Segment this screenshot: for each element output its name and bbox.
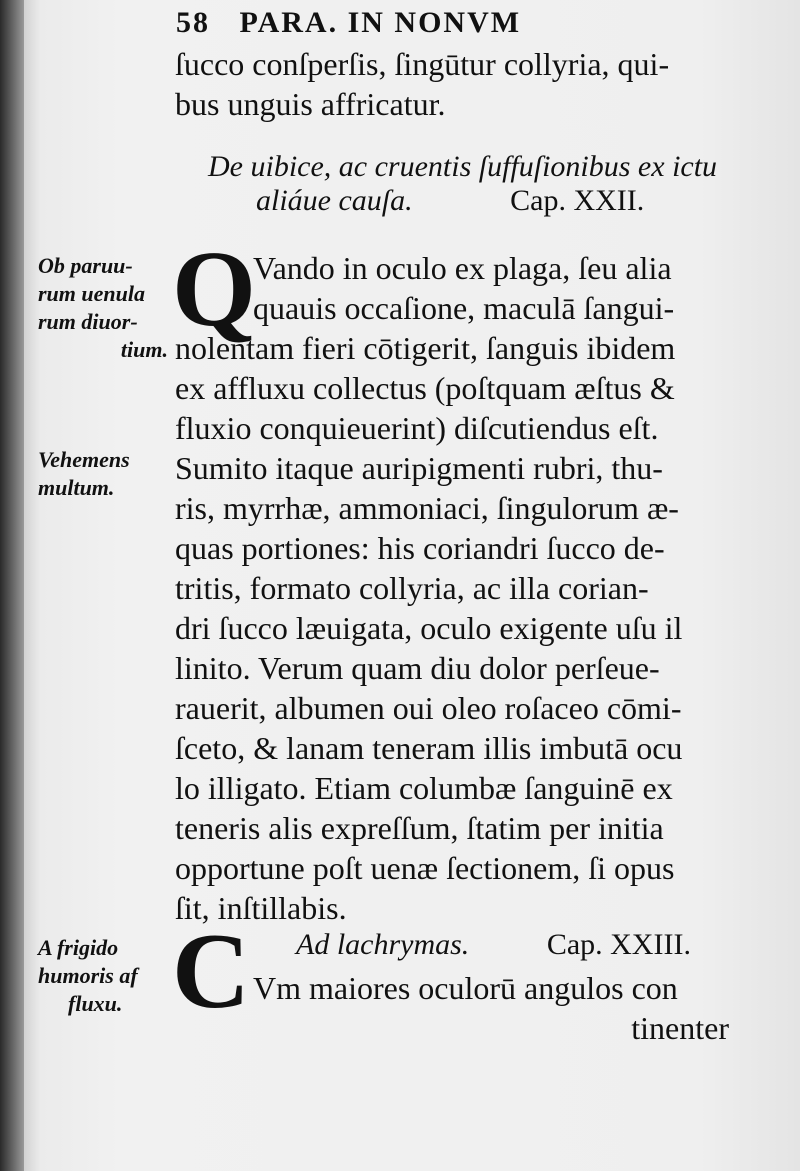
margin-note-3: [38, 934, 168, 1018]
margin-note-line: Vehemens: [38, 447, 130, 472]
text-line: ſit, inſtillabis.: [175, 890, 347, 926]
text-line: quauis occaſione, maculā ſangui-: [253, 290, 675, 326]
text-line: nolentam fieri cōtigerit, ſanguis ibidem: [175, 330, 676, 366]
text-line: fluxio conquieuerint) diſcutiendus eſt.: [175, 410, 659, 446]
margin-note-2: [38, 446, 168, 502]
chapter-22-heading: [208, 150, 768, 218]
chapter-23-body: [175, 968, 765, 1048]
text-line: quas portiones: his coriandri ſucco de-: [175, 530, 665, 566]
margin-note-line: rum diuor-: [38, 309, 138, 334]
drop-cap-q: Q: [172, 230, 257, 349]
text-line: lo illigato. Etiam columbæ ſanguinē ex: [175, 770, 673, 806]
text-line: rauerit, albumen oui oleo roſaceo cōmi-: [175, 690, 682, 726]
text-line: bus unguis affricatur.: [175, 86, 446, 122]
margin-note-line: tium.: [120, 337, 168, 362]
margin-note-line: multum.: [38, 475, 115, 500]
margin-note-line: rum uenula: [38, 281, 145, 306]
text-line: Vm maiores oculorū angulos con: [253, 970, 678, 1006]
margin-note-line: Ob paruu-: [38, 253, 133, 278]
chapter-22-heading-line1: De uibice, ac cruentis ſuffuſionibus ex ictu: [208, 150, 718, 183]
page-number: 58: [176, 6, 210, 39]
margin-note-line: humoris af: [38, 963, 138, 988]
text-line: teneris alis expreſſum, ſtatim per initia: [175, 810, 664, 846]
running-title: PARA. IN NONVM: [239, 6, 522, 39]
chapter-23-heading: [296, 928, 766, 962]
text-line: Sumito itaque auripigmenti rubri, thu-: [175, 450, 663, 486]
chapter-23-cap-label: Cap. XXIII.: [546, 928, 691, 961]
text-line: ſucco conſperſis, ſingūtur collyria, qui-: [175, 46, 670, 82]
chapter-22-cap-label: Cap. XXII.: [510, 184, 645, 217]
text-line: ſceto, & lanam teneram illis imbutā ocu: [175, 730, 683, 766]
text-line: opportune poſt uenæ ſectionem, ſi opus: [175, 850, 675, 886]
text-line: dri ſucco læuigata, oculo exigente uſu il: [175, 610, 683, 646]
opening-text: [175, 44, 765, 124]
margin-note-line: fluxu.: [68, 991, 123, 1016]
running-header: [176, 6, 756, 40]
text-line: ex affluxu collectus (poſtquam æſtus &: [175, 370, 675, 406]
text-line: linito. Verum quam diu dolor perſeue-: [175, 650, 660, 686]
margin-note-line: A frigido: [38, 935, 119, 960]
chapter-22-body: [175, 248, 765, 928]
text-line: tritis, formato collyria, ac illa corian-: [175, 570, 649, 606]
book-spine-shadow: [0, 0, 24, 1171]
margin-note-1: [38, 252, 168, 364]
text-line: ris, myrrhæ, ammoniaci, ſingulorum æ-: [175, 490, 679, 526]
text-line: Vando in oculo ex plaga, ſeu alia: [253, 250, 672, 286]
chapter-23-title: Ad lachrymas.: [296, 928, 470, 961]
chapter-22-heading-line2: aliáue cauſa.: [256, 184, 413, 217]
drop-cap-c: C: [172, 912, 250, 1031]
catchword: tinenter: [631, 1010, 729, 1046]
